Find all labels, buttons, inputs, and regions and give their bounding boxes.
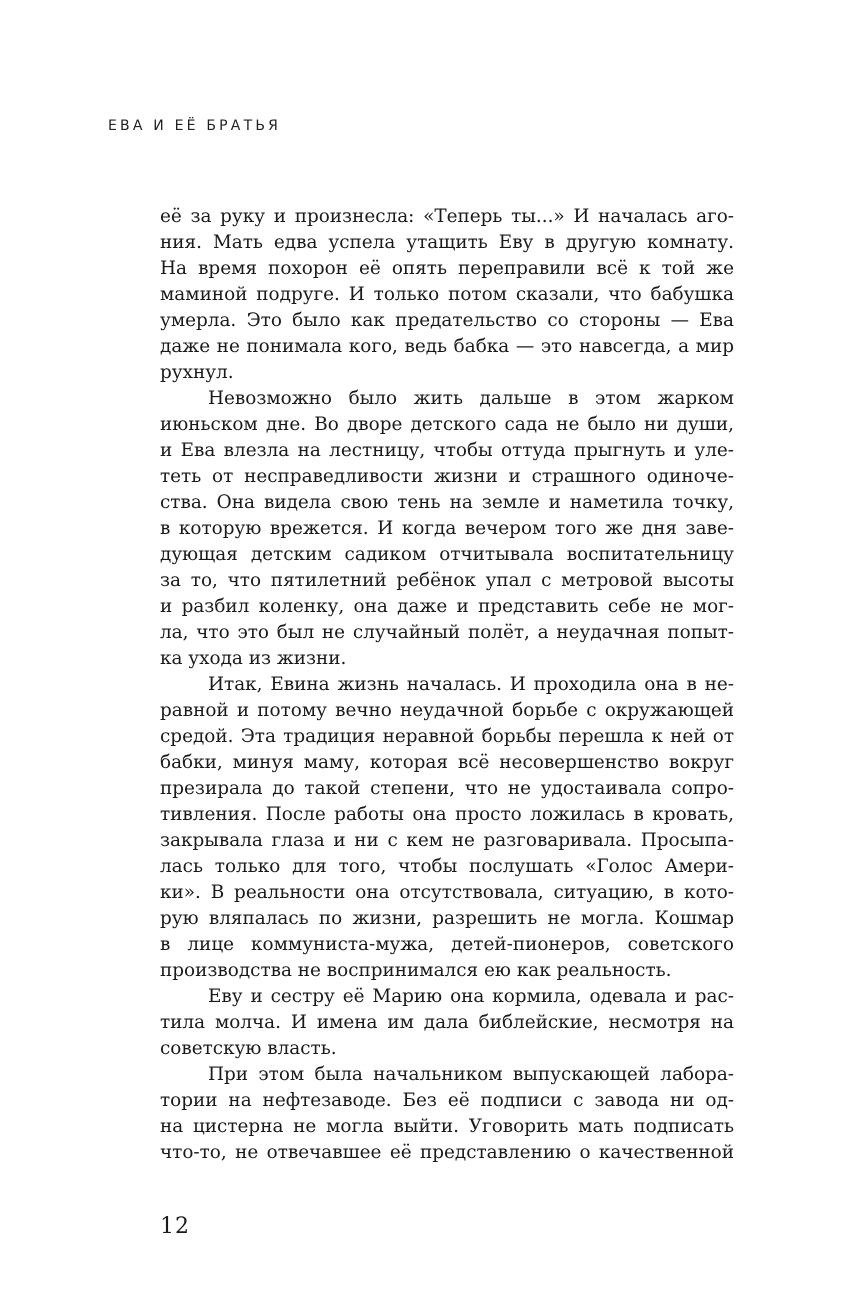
text-line: в которую врежется. И когда вечером того же дня заве- [160,518,734,539]
text-line: ния. Мать едва успела утащить Еву в другую комнату. [160,232,734,253]
text-line: закрывала глаза и ни с кем не разговаривала. Просыпа- [160,830,734,851]
text-line: за то, что пятилетний ребёнок упал с метровой высоты [160,570,734,591]
text-line: средой. Эта традиция неравной борьбы перешла к ней от [160,726,734,747]
text-line: лась только для того, чтобы послушать «Голос Амери- [160,856,734,877]
text-line: бабки, минуя маму, которая всё несовершенство вокруг [160,752,734,773]
text-line: умерла. Это было как предательство со стороны — Ева [160,310,734,331]
text-line: и разбил коленку, она даже и представить себе не мог- [160,596,734,617]
text-line: равной и потому вечно неудачной борьбе с окружающей [160,700,734,721]
running-head: ЕВА И ЕЁ БРАТЬЯ [108,118,282,134]
text-line: ка ухода из жизни. [160,648,347,669]
text-line: советскую власть. [160,1038,337,1059]
page-number: 12 [160,1214,190,1239]
text-line: теть от несправедливости жизни и страшного одиноче- [160,466,734,487]
text-line: При этом была начальником выпускающей лабора- [208,1064,734,1085]
text-line: на цистерна не могла выйти. Уговорить мать подписать [160,1116,734,1137]
text-line: тивления. После работы она просто ложилась в кровать, [160,804,734,825]
text-line: её за руку и произнесла: «Теперь ты...» И началась аго- [160,206,734,227]
text-line: что-то, не отвечавшее её представлению о качественной [160,1142,734,1163]
body-text [160,204,734,1166]
text-line: дующая детским садиком отчитывала воспитательницу [160,544,734,565]
text-line: Невозможно было жить дальше в этом жарком [208,388,734,409]
text-line: и Ева влезла на лестницу, чтобы оттуда прыгнуть и уле- [160,440,734,461]
text-line: На время похорон её опять переправили всё к той же [160,258,734,279]
text-line: презирала до такой степени, что не удостаивала сопро- [160,778,734,799]
text-line: производства не воспринимался ею как реальность. [160,960,672,981]
text-line: рухнул. [160,362,234,383]
text-line: рую вляпалась по жизни, разрешить не могла. Кошмар [160,908,734,929]
text-line: Итак, Евина жизнь началась. И проходила она в не- [208,674,734,695]
text-line: ства. Она видела свою тень на земле и наметила точку, [160,492,734,513]
text-line: в лице коммуниста-мужа, детей-пионеров, советского [160,934,734,955]
text-line: июньском дне. Во дворе детского сада не было ни души, [160,414,734,435]
text-line: ки». В реальности она отсутствовала, ситуацию, в кото- [160,882,734,903]
text-line: даже не понимала кого, ведь бабка — это навсегда, а мир [160,336,734,357]
text-line: тила молча. И имена им дала библейские, несмотря на [160,1012,734,1033]
text-line: маминой подруге. И только потом сказали, что бабушка [160,284,734,305]
text-line: тории на нефтезаводе. Без её подписи с завода ни од- [160,1090,734,1111]
text-line: Еву и сестру её Марию она кормила, одевала и рас- [208,986,734,1007]
text-line: ла, что это был не случайный полёт, а неудачная попыт- [160,622,734,643]
